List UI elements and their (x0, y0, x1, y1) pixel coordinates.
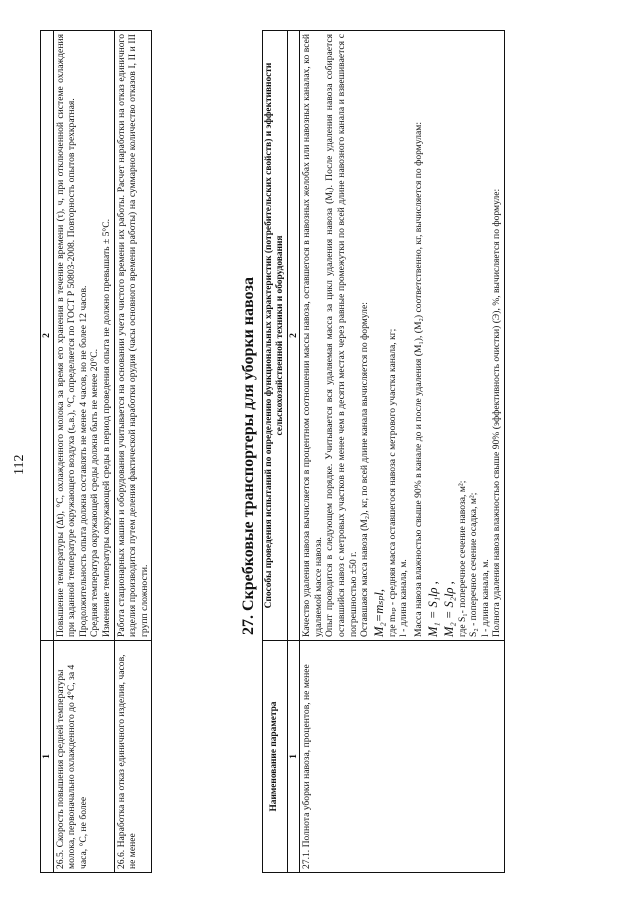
method-text (300, 31, 505, 641)
parameter-name: 26.5. Скорость повышения средней температуры молока, первоначально охлажденного до 4°С, за 4 часа, °С, не более (53, 641, 114, 873)
paragraph: Масса навоза влажностью свыше 90% в канале до и после удаления (M₁), (M₂) соответственно, кг, вычисляется по формулам: (412, 121, 424, 637)
column-number-1: 1 (41, 641, 54, 873)
formula-legend: l - длина канала, м. (479, 559, 491, 637)
formula: M₁ = S₁lρ , (425, 581, 440, 637)
text-line: Повышение температуры (Δt), °С, охлажденного молока за время его хранения в течение времени (τ), ч, при отключенной системе охлаждения при заданной температуре окружающего воздуха (tₒ.в.), °С, определяется по ГОСТ Р 50803-2008. Повторность опытов трехкратная. (54, 34, 78, 637)
text-line: Средняя температура окружающей среды должна быть не менее 20°С. (89, 349, 101, 637)
table-row (114, 31, 152, 873)
parameter-name: 26.6. Наработка на отказ единичного изделия, часов, не менее (114, 641, 152, 873)
table-row (53, 31, 114, 873)
section-title: 27. Скребковые транспортеры для уборки навоза (240, 277, 257, 635)
table-header-row (263, 31, 288, 873)
paragraph: Опыт проводится в следующем порядке. Учитывается вся удаляемая масса за цикл удаления навоза (Mᵢ). После удаления навоза собирается оставшийся навоз с метровых участков не менее чем в десяти местах через равные промежутки по всей длине навозного канала и взвешивается с погрешностью ±50 г. (324, 34, 359, 637)
parameter-name: 27.1. Полнота уборки навоза, процентов, не менее (300, 641, 505, 873)
column-number-row (41, 31, 54, 873)
column-header-parameter: Наименование параметра (263, 641, 288, 873)
column-header-methods: Способы проведения испытаний по определению функциональных характеристик (потребительских свойств) и эффективности сельскохозяйственной техники и оборудования (263, 31, 288, 641)
formula-legend: S₂ - поперечное сечение осадка, м²; (468, 492, 480, 637)
formula-legend: где S₁- поперечное сечение навоза, м²; (456, 480, 468, 637)
formula: M₂ = S₂lρ , (441, 581, 456, 637)
continuation-table (40, 30, 152, 873)
column-number-2: 2 (41, 31, 54, 641)
formula-legend: l - длина канала, м. (398, 559, 410, 637)
formula-legend: где mₛₚ - средняя масса оставшегося навоза с метрового участка канала, кг; (386, 328, 398, 637)
paragraph: Оставшаяся масса навоза (M₂), кг, по всей длине канала вычисляется по формуле: (359, 302, 371, 637)
formula: M₂=mₛₚl, (371, 588, 386, 637)
method-text (53, 31, 114, 641)
column-number-1: 1 (287, 641, 300, 873)
text-line: Работа стационарных машин и оборудования учитывается на основании учета чистого времени их работы. Расчет наработки на отказ единичного изделия производится путем деления фактической наработки орудия (часы основного времени работы) на суммарное количество отказов I, II и III групп сложности. (115, 34, 150, 637)
paragraph: Полнота удаления навоза влажностью свыше 90% (эффективность очистки) (Э), %, вычисляется по формуле: (491, 188, 503, 637)
method-text (114, 31, 152, 641)
text-line: Изменение температуры окружающей среды в период проведения опыта не должно превышать ± 5°С. (100, 218, 112, 637)
page-number: 112 (12, 454, 27, 475)
paragraph: Качество удаления навоза вычисляется в процентном соотношении массы навоза, оставшегося в навозных желобах или навозных каналах, ко всей удаляемой массе навоза. (301, 34, 324, 637)
methods-table (262, 30, 505, 873)
column-number-row (287, 31, 300, 873)
column-number-2: 2 (287, 31, 300, 641)
text-line: Продолжительность опыта должна составлять не менее 4 часов, но не более 12 часов. (77, 285, 89, 637)
table-row (300, 31, 505, 873)
